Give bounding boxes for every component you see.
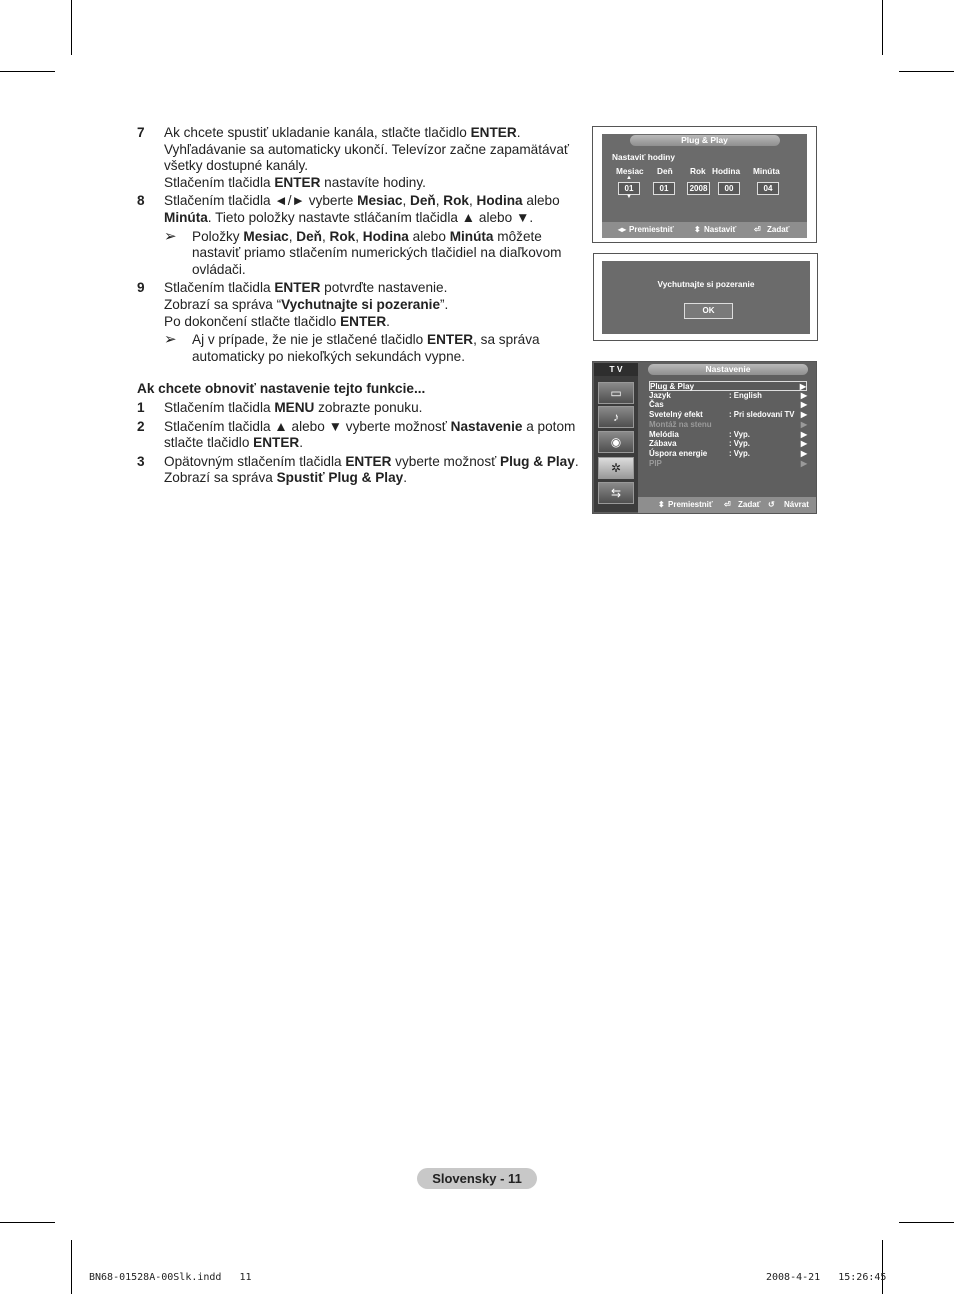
chevron-right-icon: ▶ [800, 458, 807, 468]
menu-item-label: Jazyk [649, 390, 671, 400]
steps-bottom [137, 400, 587, 487]
field-label-day: Deň [657, 166, 673, 176]
field-minute[interactable]: 04 [757, 182, 779, 195]
step-item [137, 454, 587, 487]
note-arrow-icon: ➢ [164, 227, 177, 245]
menu-item[interactable] [649, 449, 807, 459]
enter-hint: Zadať [738, 500, 761, 509]
step-number: 8 [137, 193, 145, 209]
menu-item-value: : English [729, 390, 762, 400]
field-label-minute: Minúta [753, 166, 780, 176]
step-line: Zobrazí sa správa “Vychutnajte si pozeranie”. [164, 296, 449, 312]
setup-icon[interactable]: ✲ [598, 457, 634, 479]
field-label-hour: Hodina [712, 166, 741, 176]
move-hint: Premiestniť [668, 500, 713, 509]
crop-mark [71, 1240, 72, 1294]
move-hint: Premiestniť [629, 225, 674, 234]
menu-item-label: PIP [649, 458, 662, 468]
chevron-right-icon: ▶ [800, 439, 807, 449]
step-line: Po dokončení stlačte tlačidlo ENTER. [164, 313, 390, 329]
menu-title: Nastavenie [648, 364, 808, 375]
picture-icon[interactable]: ▭ [598, 382, 634, 404]
menu-item [649, 420, 807, 430]
field-day[interactable]: 01 [653, 182, 675, 195]
menu-item[interactable] [649, 430, 807, 440]
enter-icon: ⏎ [724, 500, 731, 509]
field-hour[interactable]: 00 [718, 182, 740, 195]
return-hint: Návrat [784, 500, 809, 509]
menu-item-value: : Vyp. [729, 439, 750, 449]
menu-item-label: Zábava [649, 439, 677, 449]
screen-title: Plug & Play [630, 135, 780, 146]
crop-mark [882, 1240, 883, 1294]
step-line: Vyhľadávanie sa automaticky ukončí. Televízor začne zapamätávať všetky dostupné kanály. [164, 141, 570, 174]
crop-mark [899, 1222, 954, 1223]
step-line: Zobrazí sa správa Spustiť Plug & Play. [164, 470, 407, 486]
print-slug-date: 2008-4-21 15:26:45 [766, 1272, 887, 1283]
step-number: 1 [137, 399, 145, 415]
up-arrow-icon: ▲ [626, 175, 632, 181]
step-line: Stlačením tlačidla ▲ alebo ▼ vyberte možnosť Nastavenie a potom stlačte tlačidlo ENTER. [164, 418, 576, 451]
step-item [137, 419, 587, 452]
up-down-icon: ⬍ [658, 500, 665, 509]
step-line: Stlačením tlačidla MENU zobrazte ponuku. [164, 399, 423, 415]
menu-item[interactable] [649, 410, 807, 420]
menu-item[interactable] [649, 391, 807, 401]
step-number: 3 [137, 453, 145, 469]
page-number: Slovensky - 11 [417, 1168, 537, 1189]
step-number: 2 [137, 418, 145, 434]
clock-heading: Nastaviť hodiny [612, 152, 675, 162]
menu-item-label: Čas [649, 400, 664, 410]
message-text: Vychutnajte si pozeranie [657, 279, 755, 289]
step-number: 9 [137, 280, 145, 296]
return-icon: ↺ [768, 500, 775, 509]
chevron-right-icon: ▶ [800, 419, 807, 429]
steps-top [137, 125, 587, 365]
enter-hint: Zadať [767, 225, 790, 234]
step-line: Stlačením tlačidla ENTER nastavíte hodiny. [164, 174, 426, 190]
menu-sidebar [594, 363, 638, 512]
step-item [137, 280, 587, 330]
ok-button[interactable]: OK [684, 303, 733, 319]
step-line: Opätovným stlačením tlačidla ENTER vyberte možnosť Plug & Play. [164, 453, 579, 469]
note-arrow-icon: ➢ [164, 331, 177, 349]
menu-item-label: Svetelný efekt [649, 410, 703, 420]
step-line: Ak chcete spustiť ukladanie kanála, stlačte tlačidlo ENTER. [164, 125, 521, 140]
field-month[interactable]: 01 [618, 182, 640, 195]
crop-mark [0, 1222, 55, 1223]
screen-nav-bar [638, 497, 816, 513]
step-line: Stlačením tlačidla ENTER potvrďte nastavenie. [164, 280, 448, 296]
menu-item-label: Melódia [649, 429, 679, 439]
step-line: Položky Mesiac, Deň, Rok, Hodina alebo Minúta môžete nastaviť priamo stlačením numerických tlačidiel na diaľkovom ovládači. [192, 228, 562, 277]
step-line: Stlačením tlačidla ◄/► vyberte Mesiac, Deň, Rok, Hodina alebo Minúta. Tieto položky nastavte stláčaním tlačidla ▲ alebo ▼. [164, 193, 560, 225]
field-label-month: Mesiac [616, 166, 644, 176]
menu-item[interactable] [649, 439, 807, 449]
note-item [137, 332, 587, 365]
menu-item-value: : Vyp. [729, 448, 750, 458]
crop-mark [899, 71, 954, 72]
screen-message [593, 253, 818, 341]
instruction-text [137, 125, 587, 487]
step-number: 7 [137, 125, 145, 140]
note-item [137, 229, 587, 279]
menu-item[interactable] [649, 400, 807, 410]
menu-item[interactable] [649, 381, 807, 391]
up-down-icon: ⬍ [694, 225, 701, 234]
field-label-year: Rok [690, 166, 706, 176]
menu-item-label: Plug & Play [650, 382, 695, 391]
step-line: Aj v prípade, že nie je stlačené tlačidlo ENTER, sa správa automaticky po niekoľkých sekundách vypne. [192, 332, 540, 364]
print-slug-file: BN68-01528A-00Slk.indd 11 [89, 1272, 252, 1283]
chevron-right-icon: ▶ [800, 400, 807, 410]
down-arrow-icon: ▼ [626, 194, 632, 200]
step-item [137, 400, 587, 417]
menu-item [649, 459, 807, 469]
crop-mark [882, 0, 883, 55]
left-right-icon: ◂▸ [618, 225, 627, 234]
screen-setup-menu [592, 361, 817, 514]
chevron-right-icon: ▶ [799, 382, 806, 391]
chevron-right-icon: ▶ [800, 390, 807, 400]
crop-mark [0, 71, 55, 72]
chevron-right-icon: ▶ [800, 448, 807, 458]
adjust-hint: Nastaviť [704, 225, 737, 234]
screen-nav-bar [602, 222, 807, 238]
menu-item-label: Montáž na stenu [649, 419, 712, 429]
tv-tag: T V [594, 363, 638, 376]
input-icon[interactable]: ⇆ [598, 482, 634, 504]
menu-item-value: : Vyp. [729, 429, 750, 439]
field-year[interactable]: 2008 [687, 182, 710, 195]
menu-item-label: Úspora energie [649, 448, 708, 458]
chevron-right-icon: ▶ [800, 410, 807, 420]
step-item [137, 125, 587, 191]
channel-icon[interactable]: ◉ [598, 431, 634, 453]
sound-icon[interactable]: ♪ [598, 406, 634, 428]
crop-mark [71, 0, 72, 55]
screen-clock-setup [592, 126, 817, 243]
step-item [137, 193, 587, 226]
enter-icon: ⏎ [754, 225, 761, 234]
section-heading: Ak chcete obnoviť nastavenie tejto funkcie... [137, 381, 426, 397]
menu-item-value: : Pri sledovaní TV [729, 410, 795, 420]
chevron-right-icon: ▶ [800, 429, 807, 439]
